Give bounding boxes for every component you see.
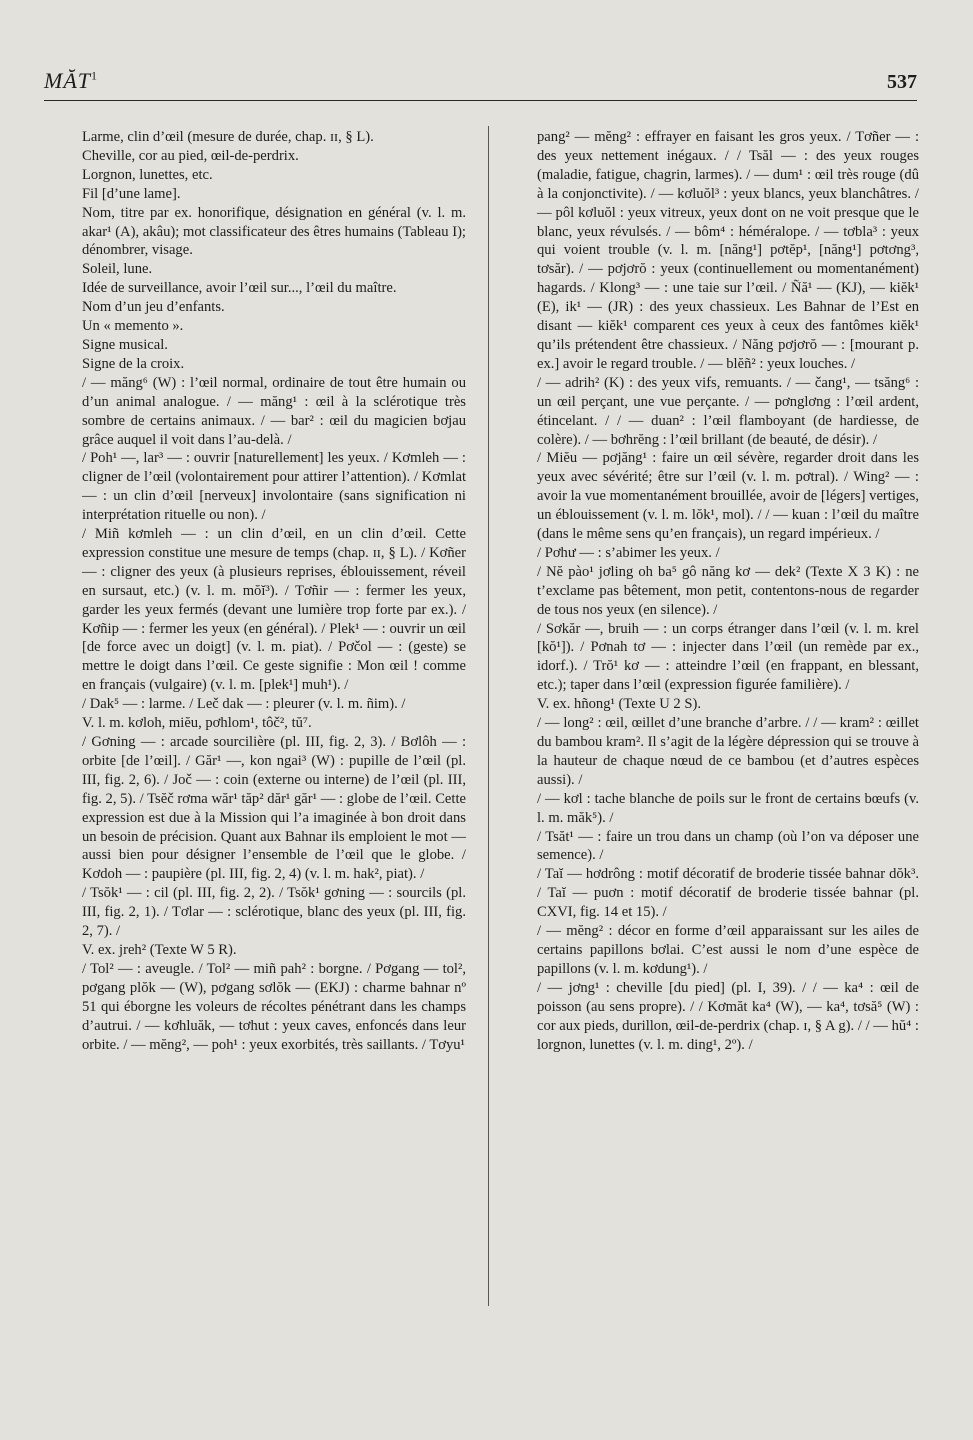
left-column bbox=[82, 128, 466, 1054]
sub-entry: / Gơning — : arcade sourcilière (pl. III, fig. 2, 3). / Bơlôh — : orbite [de l’œil]. / Găr¹ —, kon ngai³ (W) : pupille de l’œil (pl. III, fig. 2, 6). / Joč — : coin (externe ou interne) de l’œil (pl. III, fig. 2, 5). / Tsĕč rơma wăr¹ tăp² dăr¹ găr¹ — : globe de l’œil. Cette expression est due à la Mission qui l’a imaginée à bon droit dans un besoin de précision. Quant aux Bahnar ils emploient le mot — aussi bien pour désigner l’ensemble de l’œil que le globe. / Kơdoh — : paupière (pl. III, fig. 2, 4) (v. l. m. hak², piat). / bbox=[82, 734, 466, 883]
sub-entry: / — mĕng² : décor en forme d’œil apparaissant sur les ailes de certains papillons bơlai. C’est aussi le nom d’une espèce de papillons (v. l. m. kơdung¹). / bbox=[537, 923, 919, 977]
cross-reference: V. l. m. kơloh, miĕu, pơhlom¹, tôč², tŭ⁷. bbox=[82, 715, 312, 732]
sub-entry: / Dak⁵ — : larme. / Leč dak — : pleurer (v. l. m. ñim). / bbox=[82, 696, 406, 713]
definition-line: Lorgnon, lunettes, etc. bbox=[82, 166, 213, 183]
sub-entry: / Tol² — : aveugle. / Tol² — miñ pah² : borgne. / Pơgang — tol², pơgang plŏk — (W), pơgang sơlŏk — (EKJ) : charme bahnar nº 51 qui éborgne les voleurs de récoltes pénétrant dans les champs d’autrui. / — kơhluăk, — tơhut : yeux caves, enfoncés dans leur orbite. / — mĕng², — poh¹ : yeux exorbités, très saillants. / Tơyu¹ bbox=[82, 960, 466, 1053]
sub-entry: / — adrih² (K) : des yeux vifs, remuants. / — čang¹, — tsăng⁶ : un œil perçant, une vue perçante. / — pơnglơng : l’œil ardent, étincelant. / / — duan² : l’œil flamboyant (de hardiesse, de colère). / — bơhrĕng : l’œil brillant (de beauté, de désir). / bbox=[537, 374, 919, 448]
definition-line: Un « memento ». bbox=[82, 318, 184, 335]
sub-entry: / — măng⁶ (W) : l’œil normal, ordinaire de tout être humain ou d’un animal analogue. / — măng¹ : œil à la sclérotique très sombre de certains animaux. / — bar² : œil du magicien bơjau grâce auquel il voit dans l’au-delà. / bbox=[82, 374, 466, 448]
sub-entry: / Taĭ — hơdrông : motif décoratif de broderie tissée bahnar dŏk³. / Taĭ — puơn : motif décoratif de broderie tissée bahnar (pl. CXVI, fig. 14 et 15). / bbox=[537, 866, 919, 921]
sub-entry: / Tsŏk¹ — : cil (pl. III, fig. 2, 2). / Tsŏk¹ gơning — : sourcils (pl. III, fig. 2, 1). / Tơlar — : sclérotique, blanc des yeux (pl. III, fig. 2, 7). / bbox=[82, 885, 466, 940]
sub-entry: / Tsăt¹ — : faire un trou dans un champ (où l’on va déposer une semence). / bbox=[537, 828, 919, 864]
definition-line: Nom d’un jeu d’enfants. bbox=[82, 299, 225, 316]
sub-entry: / Sơkăr —, bruih — : un corps étranger dans l’œil (v. l. m. krel [kŏ¹]). / Pơnah tơ — : injecter dans l’œil (un remède par ex., idorf.). / Trŏ¹ kơ — : atteindre l’œil (en frappant, en blessant, etc.); taper dans l’œil (expression figurée familière). / bbox=[537, 620, 919, 694]
sub-entry: / — jơng¹ : cheville [du pied] (pl. I, 39). / / — ka⁴ : œil de poisson (au sens propre). / / Kơmăt ka⁴ (W), — ka⁴, tơsă⁵ (W) : cor aux pieds, durillon, œil-de-perdrix (chap. ɪ, § A g). / / — hŭ⁴ : lorgnon, lunettes (v. l. m. ding¹, 2º). / bbox=[537, 979, 919, 1053]
sub-entry: / Poh¹ —, lar³ — : ouvrir [naturellement] les yeux. / Kơmleh — : cligner de l’œil (volontairement pour attirer l’attention). / Kơmlat — : un clin d’œil [nerveux] involontaire (sans signification ni interprétation rituelle ou non). / bbox=[82, 450, 466, 524]
definition-line: Signe de la croix. bbox=[82, 355, 185, 372]
sub-entry: / Pơhư — : s’abimer les yeux. / bbox=[537, 544, 720, 561]
sub-entry: / Miĕu — pơjăng¹ : faire un œil sévère, regarder droit dans les yeux avec sévérité; être sur l’œil (v. l. m. pơtral). / Wing² — : avoir la vue momentanément brouillée, avoir de [légers] vertiges, un éblouissement (v. l. m. lŏk¹, mol). / / — kuan : l’œil du maître (dans le même sens qu’en français), un regard impérieux. / bbox=[537, 450, 919, 543]
sub-entry: / — kơl : tache blanche de poils sur le front de certains bœufs (v. l. m. măk⁵). / bbox=[537, 790, 919, 826]
definition-line: Larme, clin d’œil (mesure de durée, chap. ɪɪ, § L). bbox=[82, 129, 374, 145]
cross-reference: V. ex. jreh² (Texte W 5 R). bbox=[82, 941, 237, 958]
page-number: 537 bbox=[887, 71, 917, 93]
sub-entry: / — long² : œil, œillet d’une branche d’arbre. / / — kram² : œillet du bambou kram². Il s’agit de la légère dépression qui se trouve à la hauteur de chaque nœud de ce bambou (et d’autres espèces aussi). / bbox=[537, 715, 919, 788]
definition-line: Signe musical. bbox=[82, 336, 168, 353]
definition-line: Idée de surveillance, avoir l’œil sur..., l’œil du maître. bbox=[82, 280, 397, 297]
running-head bbox=[44, 66, 917, 101]
cross-reference: V. ex. hñong¹ (Texte U 2 S). bbox=[537, 696, 702, 713]
definition-line: Nom, titre par ex. honorifique, désignation en général (v. l. m. akar¹ (A), akâu); mot classificateur des êtres humains (Tableau I); dénombrer, visage. bbox=[82, 204, 466, 259]
column-divider bbox=[488, 126, 489, 1306]
headword: MĂT$^1$ bbox=[44, 68, 98, 93]
sub-entry: / Nĕ pào¹ jơling oh ba⁵ gô năng kơ — dek² (Texte X 3 K) : ne t’exclame pas bêtement, mon petit, contentons-nous de regarder de tous nos yeux (en silence). / bbox=[537, 563, 919, 618]
definition-line: Soleil, lune. bbox=[82, 261, 153, 278]
definition-line: Cheville, cor au pied, œil-de-perdrix. bbox=[82, 147, 299, 164]
right-column bbox=[537, 128, 919, 1054]
sub-entry: / Miñ kơmleh — : un clin d’œil, en un clin d’œil. Cette expression constitue une mesure de temps (chap. ɪɪ, § L). / Kơñer — : cligner des yeux (à plusieurs reprises, éblouissement, réveil en sursaut, etc.) (v. l. m. mŏĭ³). / Tơñir — : fermer les yeux, garder les yeux fermés (devant une lumière trop forte par ex.). / Kơñip — : fermer les yeux (en général). / Plek¹ — : ouvrir un œil [de force avec un doigt] (v. l. m. piat). / Pơčol — : (geste) se mettre le doigt dans l’œil. Ce geste signifie : Mon œil ! comme en français (vulgaire) (v. l. m. [plek¹] muh¹). / bbox=[82, 526, 466, 694]
sub-entry: pang² — mĕng² : effrayer en faisant les gros yeux. / Tơñer — : des yeux nettement inégaux. / / Tsăl — : des yeux rouges (maladie, fatigue, chagrin, larmes). / — dum¹ : œil très rouge (dû à la conjonctivite). / — kơluŏl³ : yeux blancs, yeux blanchâtres. / — pôl kơluŏl : yeux vitreux, yeux dont on ne voit presque que le blanc, yeux révulsés. / — bôm⁴ : héméralope. / — tơbla³ : yeux qui voient trouble (v. l. m. [năng¹] pơtĕp¹, [năng¹] pơtơng³, tơsăr). / — pơjơrŏ : yeux (continuellement ou momentanément) hagards. / Klong³ — : une taie sur l’œil. / Ñă¹ — (KJ), — kiĕk¹ (E), ik¹ — (JR) : des yeux chassieux. Les Bahnar de l’Est en disant — kiĕk¹ comparent ces yeux à ceux des fantômes kiĕk¹ qu’ils prétendent être chassieux. / Năng pơjơrŏ — : [mourant p. ex.] avoir le regard trouble. / — blĕñ² : yeux louches. / bbox=[537, 129, 919, 372]
definition-line: Fil [d’une lame]. bbox=[82, 185, 181, 202]
